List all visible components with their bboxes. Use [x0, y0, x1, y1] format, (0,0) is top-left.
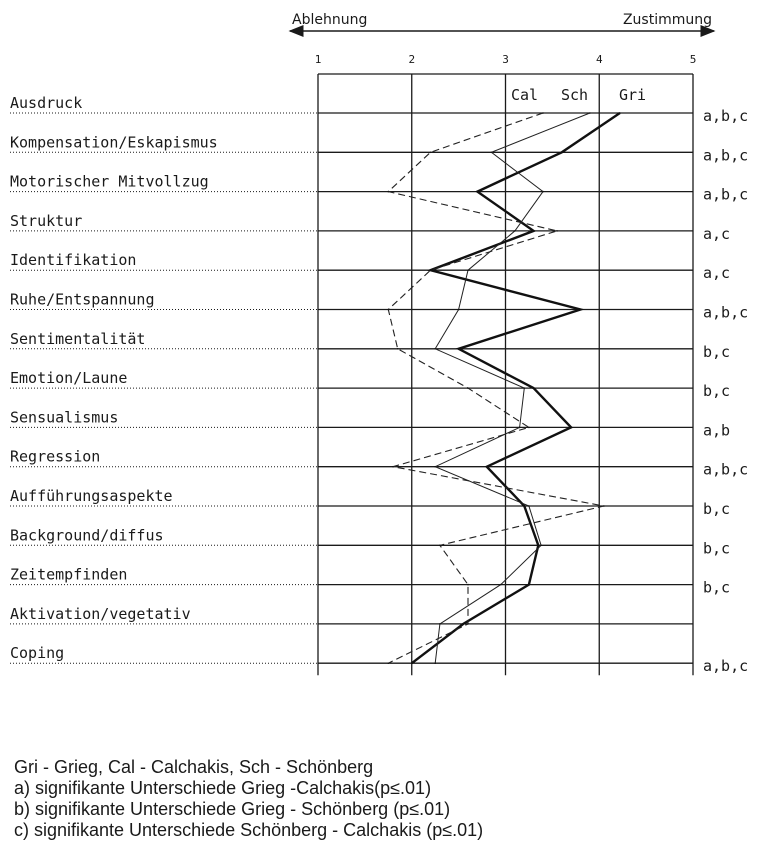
significance-label: a,b [703, 421, 731, 440]
data-point-gri [538, 545, 540, 547]
data-point-sch [519, 427, 521, 429]
data-point-sch [542, 191, 544, 193]
x-tick-label: 2 [408, 53, 416, 66]
data-point-cal [467, 387, 469, 389]
category-label: Coping [10, 644, 65, 663]
data-point-gri [486, 466, 488, 468]
data-point-gri [458, 348, 460, 350]
data-point-cal [556, 230, 558, 232]
significance-label: b,c [703, 578, 731, 597]
data-point-sch [439, 623, 441, 625]
category-label: Background/diffus [10, 526, 164, 545]
category-label: Sensualismus [10, 408, 119, 427]
data-point-sch [467, 269, 469, 271]
data-point-cal [467, 584, 469, 586]
category-label: Regression [10, 447, 101, 466]
significance-label: b,c [703, 500, 731, 518]
x-tick-label: 4 [595, 53, 603, 66]
legend-sch: Sch [561, 86, 589, 104]
x-ticks [315, 53, 697, 66]
significance-label: b,c [703, 342, 731, 361]
data-point-gri [411, 662, 413, 664]
x-tick-label: 1 [314, 53, 322, 66]
data-point-gri [533, 387, 535, 389]
data-point-sch [528, 505, 530, 507]
data-point-sch [523, 387, 525, 389]
scale-right-label: Zustimmung [622, 12, 712, 28]
data-point-sch [500, 584, 502, 586]
category-label: Aktivation/vegetativ [10, 604, 191, 623]
scale-left-label: Ablehnung [292, 12, 368, 28]
significance-label: a,b,c [703, 107, 749, 125]
footnote-b: b) signifikante Unterschiede Grieg - Schönberg (p≤.01) [14, 799, 451, 819]
data-point-sch [434, 466, 436, 468]
legend-cal: Cal [511, 86, 539, 104]
data-point-cal [392, 466, 394, 468]
legend-gri: Gri [619, 86, 647, 104]
data-point-gri [561, 152, 563, 154]
rows [10, 94, 748, 675]
x-tick-label: 5 [689, 53, 697, 66]
data-point-cal [388, 191, 390, 193]
significance-label: b,c [703, 382, 731, 401]
significance-label: b,c [703, 539, 731, 558]
data-point-sch [514, 230, 516, 232]
significance-label: a,b,c [703, 185, 749, 204]
data-point-cal [542, 112, 544, 114]
data-point-sch [434, 662, 436, 664]
category-label: Emotion/Laune [10, 369, 128, 388]
data-point-sch [434, 348, 436, 350]
data-point-cal [430, 269, 432, 271]
significance-label: a,b,c [703, 303, 749, 322]
category-label: Kompensation/Eskapismus [10, 133, 218, 152]
data-point-gri [528, 584, 530, 586]
data-point-cal [528, 427, 530, 429]
data-point-cal [603, 505, 605, 507]
data-point-gri [570, 427, 572, 429]
footnote-legend: Gri - Grieg, Cal - Calchakis, Sch - Schönberg [14, 757, 374, 777]
data-point-sch [540, 545, 542, 547]
data-point-gri [533, 230, 535, 232]
data-point-cal [397, 348, 399, 350]
category-label: Struktur [10, 211, 83, 230]
category-label: Motorischer Mitvollzug [10, 172, 209, 191]
significance-label: a,b,c [703, 460, 749, 479]
category-label: Identifikation [10, 251, 137, 270]
category-label: Ruhe/Entspannung [10, 290, 155, 309]
data-point-cal [388, 309, 390, 311]
category-label: Aufführungsaspekte [10, 487, 173, 505]
data-point-cal [439, 545, 441, 547]
footnote-c: c) signifikante Unterschiede Schönberg - Calchakis (p≤.01) [14, 820, 484, 840]
x-tick-label: 3 [502, 53, 509, 66]
data-point-sch [458, 309, 460, 311]
data-point-gri [523, 505, 525, 507]
significance-label: a,b,c [703, 146, 749, 165]
data-point-sch [589, 112, 591, 114]
data-point-cal [430, 152, 432, 154]
data-point-gri [463, 623, 465, 625]
category-label: Ausdruck [10, 94, 83, 112]
data-point-cal [388, 662, 390, 664]
significance-label: a,c [703, 224, 731, 243]
data-point-gri [580, 309, 582, 311]
footnote-a: a) signifikante Unterschiede Grieg -Calchakis(p≤.01) [14, 778, 432, 798]
category-label: Zeitempfinden [10, 565, 128, 584]
data-point-sch [491, 152, 493, 154]
category-label: Sentimentalität [10, 329, 146, 348]
data-point-gri [477, 191, 479, 193]
significance-label: a,c [703, 264, 731, 283]
data-point-cal [467, 623, 469, 625]
data-point-gri [619, 112, 621, 114]
significance-label: a,b,c [703, 657, 749, 676]
